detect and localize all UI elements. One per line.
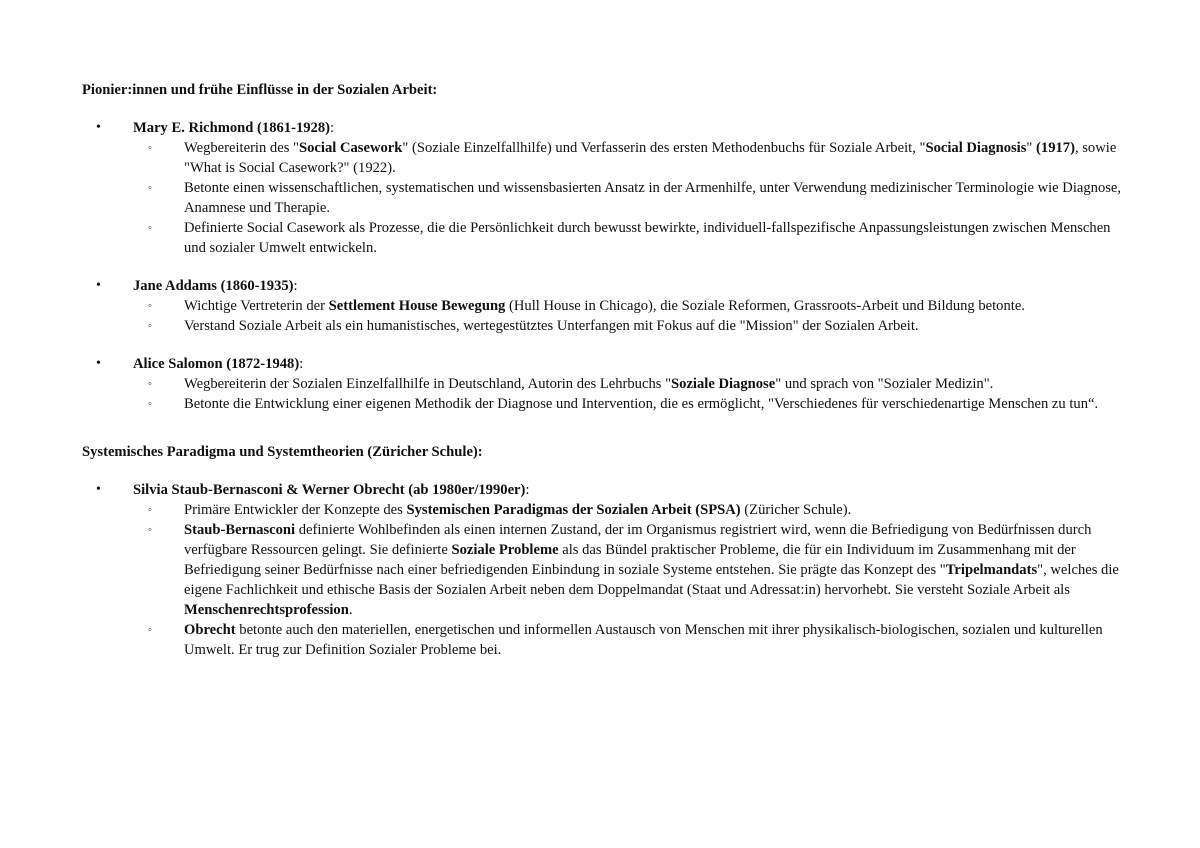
- bold-term: Soziale Diagnose: [671, 376, 776, 392]
- person-entry: [82, 118, 1122, 258]
- person-entry: [82, 354, 1122, 414]
- detail-text: Wegbereiterin der Sozialen Einzelfallhilfe in Deutschland, Autorin des Lehrbuchs ": [184, 376, 672, 392]
- circle-bullet-icon: ◦: [148, 222, 152, 234]
- detail-text: (Züricher Schule).: [740, 502, 852, 518]
- person-name: Mary E. Richmond (1861-1928): [133, 120, 331, 136]
- circle-bullet-icon: ◦: [148, 142, 152, 154]
- detail-text: definierte Wohlbefinden als einen internen Zustand, der im Organismus registriert wird, wenn die Befriedigung von Bedürfnissen durch verfügbare Ressourcen gelingt. Sie definierte: [184, 522, 1092, 558]
- detail-text: ": [1026, 140, 1037, 156]
- circle-bullet-icon: ◦: [148, 398, 152, 410]
- detail-text: Wichtige Vertreterin der: [184, 298, 329, 314]
- detail-text: " und sprach von "Sozialer Medizin".: [775, 376, 994, 392]
- detail-list: [133, 500, 1122, 660]
- bold-term: Social Diagnosis: [925, 140, 1027, 156]
- detail-item: [133, 394, 1122, 414]
- bold-term: Menschenrechtsprofession: [184, 602, 349, 618]
- bold-term: (1917): [1036, 140, 1075, 156]
- person-heading: Mary E. Richmond (1861-1928):: [133, 120, 335, 136]
- bold-term: Obrecht: [184, 622, 236, 638]
- person-entry: [82, 480, 1122, 660]
- detail-text: Betonte die Entwicklung einer eigenen Methodik der Diagnose und Intervention, die es ermöglicht, "Verschiedenes für verschiedenartige Menschen zu tun“.: [184, 396, 1099, 412]
- bullet-icon: •: [96, 356, 101, 371]
- circle-bullet-icon: ◦: [148, 182, 152, 194]
- detail-text: " (Soziale Einzelfallhilfe) und Verfasserin des ersten Methodenbuchs für Soziale Arbeit, ": [402, 140, 926, 156]
- detail-text: Verstand Soziale Arbeit als ein humanistisches, wertegestütztes Unterfangen mit Fokus auf die "Mission" der Sozialen Arbeit.: [184, 318, 919, 334]
- detail-item: [133, 374, 1122, 394]
- detail-list: [133, 374, 1122, 414]
- detail-item: [133, 218, 1122, 258]
- detail-text: Betonte einen wissenschaftlichen, systematischen und wissensbasierten Ansatz in der Armenhilfe, unter Verwendung medizinischer Terminologie wie Diagnose, Anamnese und Therapie.: [184, 180, 1122, 216]
- person-heading: Silvia Staub-Bernasconi & Werner Obrecht (ab 1980er/1990er):: [133, 482, 530, 498]
- bullet-icon: •: [96, 278, 101, 293]
- detail-text: Primäre Entwickler der Konzepte des: [184, 502, 407, 518]
- detail-item: [133, 316, 1122, 336]
- circle-bullet-icon: ◦: [148, 524, 152, 536]
- person-heading: Jane Addams (1860-1935):: [133, 278, 298, 294]
- detail-text: .: [348, 602, 353, 618]
- bold-term: Settlement House Bewegung: [328, 298, 506, 314]
- person-heading: Alice Salomon (1872-1948):: [133, 356, 304, 372]
- section-heading-systemic: Systemisches Paradigma und Systemtheorien (Züricher Schule):: [82, 444, 483, 460]
- bullet-icon: •: [96, 120, 101, 135]
- person-name: Silvia Staub-Bernasconi & Werner Obrecht (ab 1980er/1990er): [133, 482, 526, 498]
- circle-bullet-icon: ◦: [148, 504, 152, 516]
- bold-term: Systemischen Paradigmas der Sozialen Arbeit (SPSA): [406, 502, 741, 518]
- detail-text: (Hull House in Chicago), die Soziale Reformen, Grassroots-Arbeit und Bildung betonte.: [505, 298, 1025, 314]
- circle-bullet-icon: ◦: [148, 320, 152, 332]
- detail-text: als das Bündel praktischer Probleme, die für ein Individuum im Zusammenhang mit der Befriedigung seiner Bedürfnisse nach einer befriedigenden Einbindung in soziale Systeme entstehen. Sie prägte das Konzept des ": [184, 542, 1076, 578]
- circle-bullet-icon: ◦: [148, 300, 152, 312]
- systemic-list: [82, 480, 1122, 660]
- bold-term: Social Casework: [299, 140, 403, 156]
- detail-text: , sowie "What is Social Casework?" (1922).: [184, 140, 1117, 176]
- detail-item: [133, 620, 1122, 660]
- detail-item: [133, 500, 1122, 520]
- bold-term: Soziale Probleme: [451, 542, 559, 558]
- pioneer-list: [82, 118, 1122, 414]
- section-heading-pioneers: Pionier:innen und frühe Einflüsse in der Sozialen Arbeit:: [82, 82, 438, 98]
- detail-item: [133, 178, 1122, 218]
- person-entry: [82, 276, 1122, 336]
- person-name: Alice Salomon (1872-1948): [133, 356, 300, 372]
- detail-list: [133, 138, 1122, 258]
- detail-text: Definierte Social Casework als Prozesse, die die Persönlichkeit durch bewusst bewirkte, individuell-fallspezifische Anpassungsleistungen zwischen Menschen und sozialer Umwelt entwickeln.: [184, 220, 1111, 256]
- detail-text: ", welches die eigene Fachlichkeit und ethische Basis der Sozialen Arbeit neben dem Doppelmandat (Staat und Adressat:in) hervorhebt. Sie versteht Soziale Arbeit als: [184, 562, 1119, 598]
- person-name: Jane Addams (1860-1935): [133, 278, 294, 294]
- bold-term: Tripelmandats: [945, 562, 1038, 578]
- detail-text: betonte auch den materiellen, energetischen und informellen Austausch von Menschen mit ihrer physikalisch-biologischen, sozialen und kulturellen Umwelt. Er trug zur Definition Sozialer Probleme bei.: [184, 622, 1103, 658]
- detail-item: [133, 520, 1122, 620]
- bullet-icon: •: [96, 482, 101, 497]
- circle-bullet-icon: ◦: [148, 624, 152, 636]
- detail-item: [133, 138, 1122, 178]
- detail-item: [133, 296, 1122, 316]
- circle-bullet-icon: ◦: [148, 378, 152, 390]
- document-page: [82, 80, 1122, 660]
- bold-term: Staub-Bernasconi: [184, 522, 296, 538]
- detail-text: Wegbereiterin des ": [184, 140, 299, 156]
- detail-list: [133, 296, 1122, 336]
